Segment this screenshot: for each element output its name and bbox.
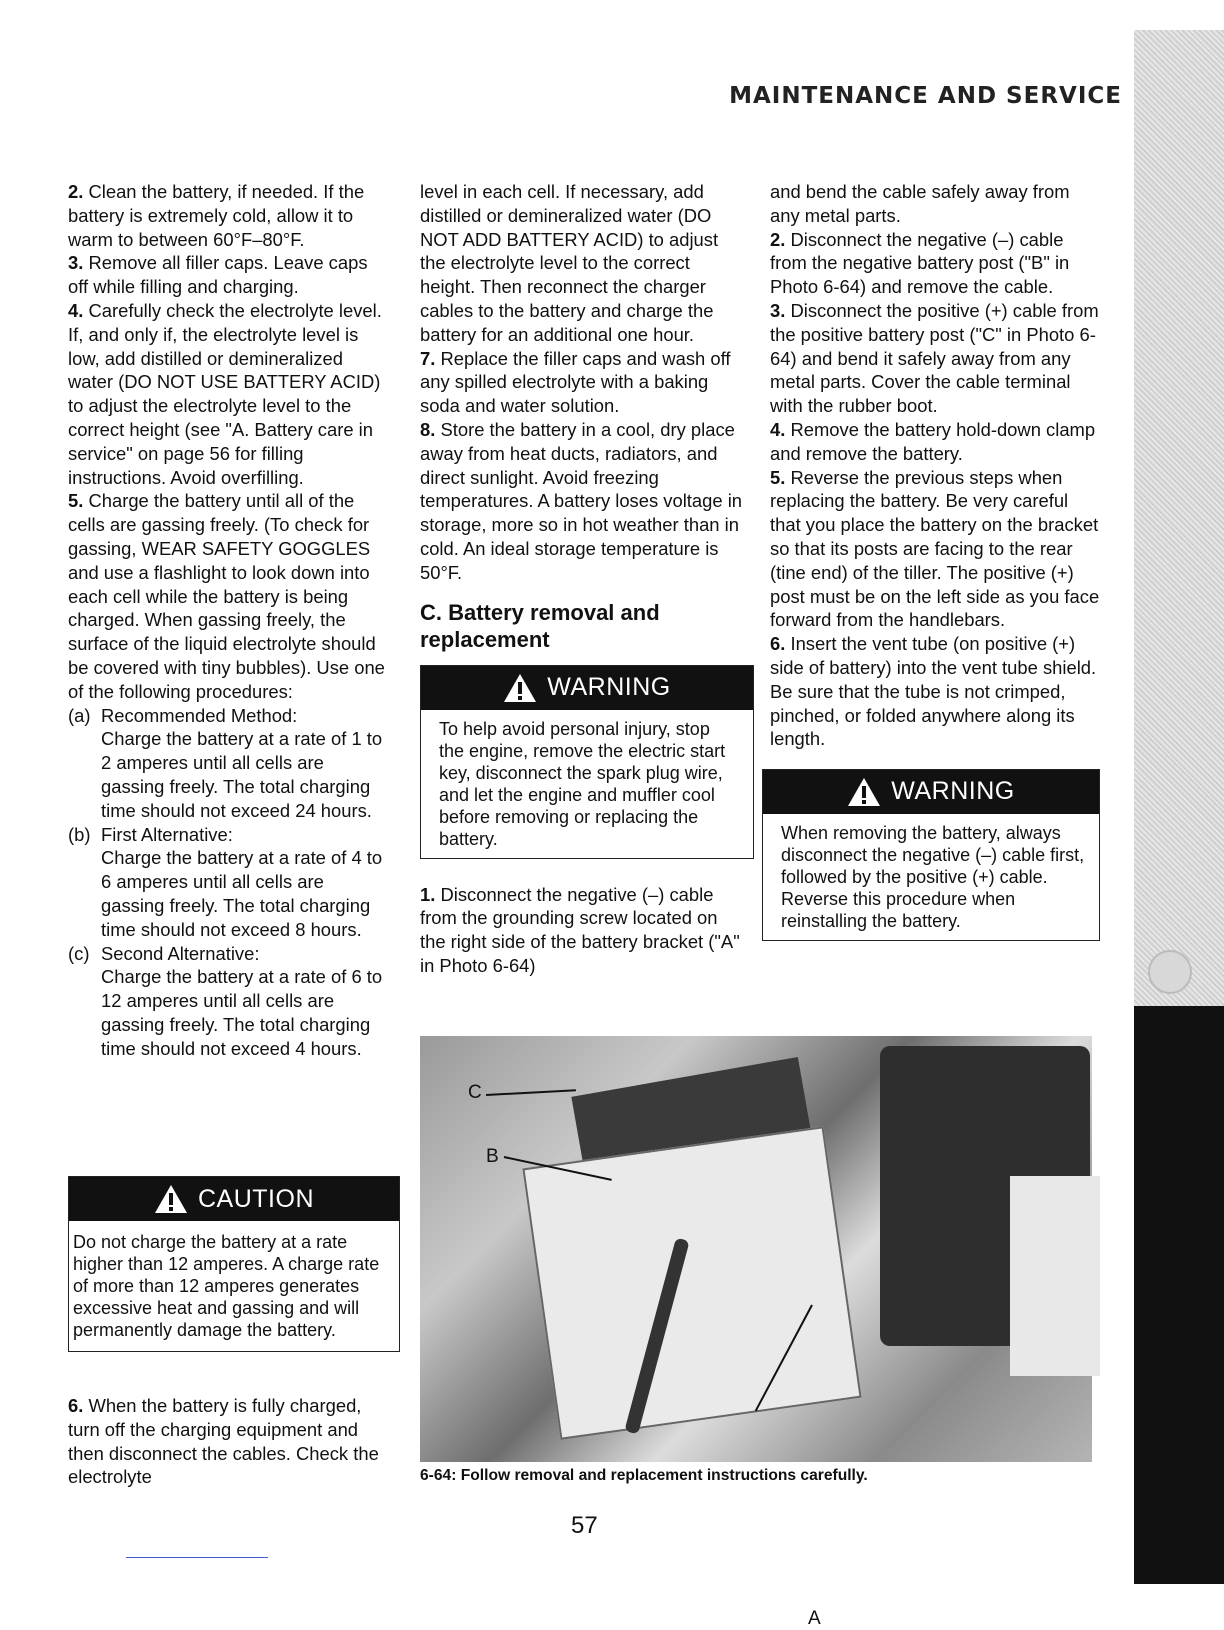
section-header: MAINTENANCE AND SERVICE [729,83,1122,109]
column-1 [68,180,388,1060]
photo-caption: 6-64: Follow removal and replacement instructions carefully. [420,1467,868,1484]
removal-step-3: 3. Disconnect the positive (+) cable from the positive battery post ("C" in Photo 6-64) and bend it safely away from any metal parts. Cover the cable terminal with the rubber boot. [770,299,1099,417]
step-3: 3. Remove all filler caps. Leave caps off while filling and charging. [68,252,368,298]
column-2 [420,180,742,978]
warning-box-1 [420,665,754,859]
battery-shape [522,1126,861,1440]
caution-text: Do not charge the battery at a rate higher than 12 amperes. A charge rate of more than 12 amperes generates excessive heat and gassing and will permanently damage the battery. [73,1232,380,1340]
arrow-c [486,1089,576,1096]
warning-text-2: When removing the battery, always disconnect the negative (–) cable first, followed by the positive (+) cable. Reverse this procedure when reinstalling the battery. [781,823,1085,932]
photo-label-a: A [808,1608,821,1629]
removal-step-1-continued: and bend the cable safely away from any metal parts. [770,181,1070,226]
photo-label-b: B [486,1146,499,1167]
engine-housing-shape [1010,1176,1100,1376]
page-number: 57 [571,1512,598,1539]
warning-triangle-icon [503,673,537,703]
warning-title-1: WARNING [547,672,671,701]
step-2: 2. Clean the battery, if needed. If the battery is extremely cold, allow it to warm to between 60°F–80°F. [68,181,365,250]
warning-bar-1 [421,666,753,710]
step-8: 8. Store the battery in a cool, dry place away from heat ducts, radiators, and direct sunlight. Avoid freezing temperatures. A battery loses voltage in storage, more so in hot weather than in cold. An ideal storage temperature is 50°F. [420,418,743,583]
warning-bar-2 [763,770,1099,814]
removal-step-6: 6. Insert the vent tube (on positive (+) side of battery) into the vent tube shield. Be sure that the tube is not crimped, pinched, or folded anywhere along its length. [770,633,1097,750]
step-5: 5. Charge the battery until all of the cells are gassing freely. (To check for gassing, WEAR SAFETY GOGGLES and use a flashlight to look down into each cell while the battery is being charged. When gassing freely, the surface of the liquid electrolyte should be covered with tiny bubbles). Use one of the following procedures: [68,490,385,702]
removal-step-5: 5. Reverse the previous steps when replacing the battery. Be very careful that you place the battery on the bracket so that its posts are facing to the rear (tine end) of the tiller. The positive (+) post must be on the left side as you face forward from the handlebars. [770,466,1100,631]
step-4: 4. Carefully check the electrolyte level. If, and only if, the electrolyte level is low, add distilled or demineralized water (DO NOT USE BATTERY ACID) to adjust the electrolyte level to the correct height (see "A. Battery care in service" on page 56 for filling instructions. Avoid overfilling. [68,299,382,488]
column-3 [770,180,1100,941]
step-6: 6. When the battery is fully charged, turn off the charging equipment and then disconnect the cables. Check the electrolyte [68,1395,379,1488]
option-b: (b) First Alternative: Charge the battery at a rate of 4 to 6 amperes until all cells are gassing freely. The total charging time should not exceed 8 hours. [68,823,383,940]
caution-bar [69,1177,399,1221]
photo-label-c: C [468,1082,482,1103]
section-title: C. Battery removal and replacement [420,599,660,652]
option-c: (c) Second Alternative: Charge the battery at a rate of 6 to 12 amperes until all cells are gassing freely. The total charging time should not exceed 4 hours. [68,942,383,1059]
page-edge-tab [1148,950,1192,994]
footer-line [126,1557,268,1558]
caution-box [68,1176,400,1352]
caution-title: CAUTION [198,1184,314,1213]
removal-step-4: 4. Remove the battery hold-down clamp and remove the battery. [770,418,1096,464]
removal-step-1: 1. Disconnect the negative (–) cable from the grounding screw located on the right side of the battery bracket ("A" in Photo 6-64) [420,883,740,976]
step-6-continued: level in each cell. If necessary, add distilled or demineralized water (DO NOT ADD BATTERY ACID) to adjust the electrolyte level to the correct height. Then reconnect the charger cables to the battery and charge the battery for an additional one hour. [420,181,719,345]
removal-step-2: 2. Disconnect the negative (–) cable from the negative battery post ("B" in Photo 6-64) and remove the cable. [770,228,1070,298]
option-a: (a) Recommended Method: Charge the battery at a rate of 1 to 2 amperes until all cells are gassing freely. The total charging time should not exceed 24 hours. [68,704,383,821]
step-6-block [68,1394,388,1489]
step-7: 7. Replace the filler caps and wash off any spilled electrolyte with a baking soda and water solution. [420,347,731,417]
warning-triangle-icon [154,1184,188,1214]
page-edge-dark [1134,1006,1224,1584]
warning-text-1: To help avoid personal injury, stop the engine, remove the electric start key, disconnect the spark plug wire, and let the engine and muffler cool before removing or replacing the battery. [439,718,726,849]
warning-triangle-icon [847,777,881,807]
warning-title-2: WARNING [891,777,1015,806]
warning-box-2 [762,769,1100,941]
